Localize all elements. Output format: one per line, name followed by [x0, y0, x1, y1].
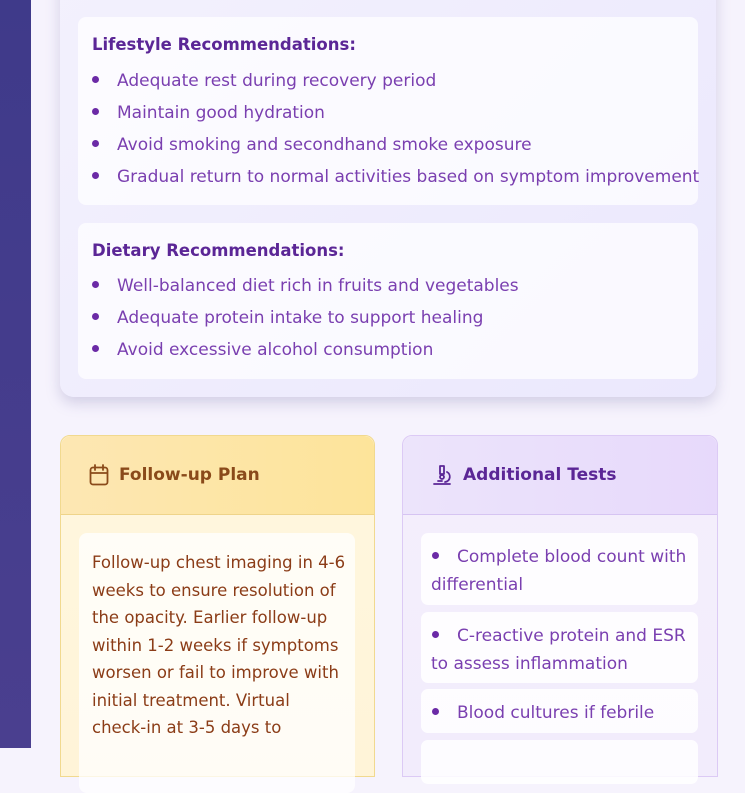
follow-up-body: [79, 533, 355, 793]
list-item: Complete blood count with differential: [421, 533, 698, 605]
bullet-icon: [92, 281, 99, 288]
follow-up-title: Follow-up Plan: [119, 465, 260, 485]
bullet-icon: [92, 172, 99, 179]
bullet-icon: [92, 76, 99, 83]
list-item: C-reactive protein and ESR to assess inflammation: [421, 612, 698, 683]
list-item: Blood cultures if febrile: [421, 689, 698, 733]
calendar-icon: [89, 464, 109, 490]
bullet-icon: [432, 552, 439, 559]
list-item: Gradual return to normal activities based on symptom improvement: [92, 167, 699, 187]
list-item: Well-balanced diet rich in fruits and vegetables: [92, 276, 519, 296]
list-item: [421, 740, 698, 784]
additional-tests-header: [403, 436, 717, 515]
dietary-title: Dietary Recommendations:: [92, 241, 345, 260]
microscope-icon: [431, 464, 453, 490]
additional-tests-card: [402, 435, 718, 777]
list-item: Avoid smoking and secondhand smoke exposure: [92, 135, 532, 155]
bullet-icon: [92, 108, 99, 115]
lifestyle-title: Lifestyle Recommendations:: [92, 35, 356, 54]
follow-up-card: [60, 435, 375, 777]
bullet-icon: [92, 345, 99, 352]
follow-up-header: [61, 436, 374, 515]
dietary-recommendations-section: [78, 223, 698, 379]
list-item: Avoid excessive alcohol consumption: [92, 340, 433, 360]
bullet-icon: [432, 708, 439, 715]
bullet-icon: [92, 313, 99, 320]
additional-tests-title: Additional Tests: [463, 465, 617, 485]
bullet-icon: [92, 140, 99, 147]
follow-up-text: Follow-up chest imaging in 4-6 weeks to ensure resolution of the opacity. Earlier follow-up within 1-2 weeks if symptoms worsen or fail to improve with initial treatment. Virtual check-in at 3-5 days to: [92, 553, 346, 737]
list-item: Adequate rest during recovery period: [92, 71, 436, 91]
list-item: Maintain good hydration: [92, 103, 325, 123]
list-item: Adequate protein intake to support healing: [92, 308, 483, 328]
bullet-icon: [432, 631, 439, 638]
lifestyle-recommendations-section: [78, 17, 698, 205]
sidebar: [0, 0, 31, 748]
